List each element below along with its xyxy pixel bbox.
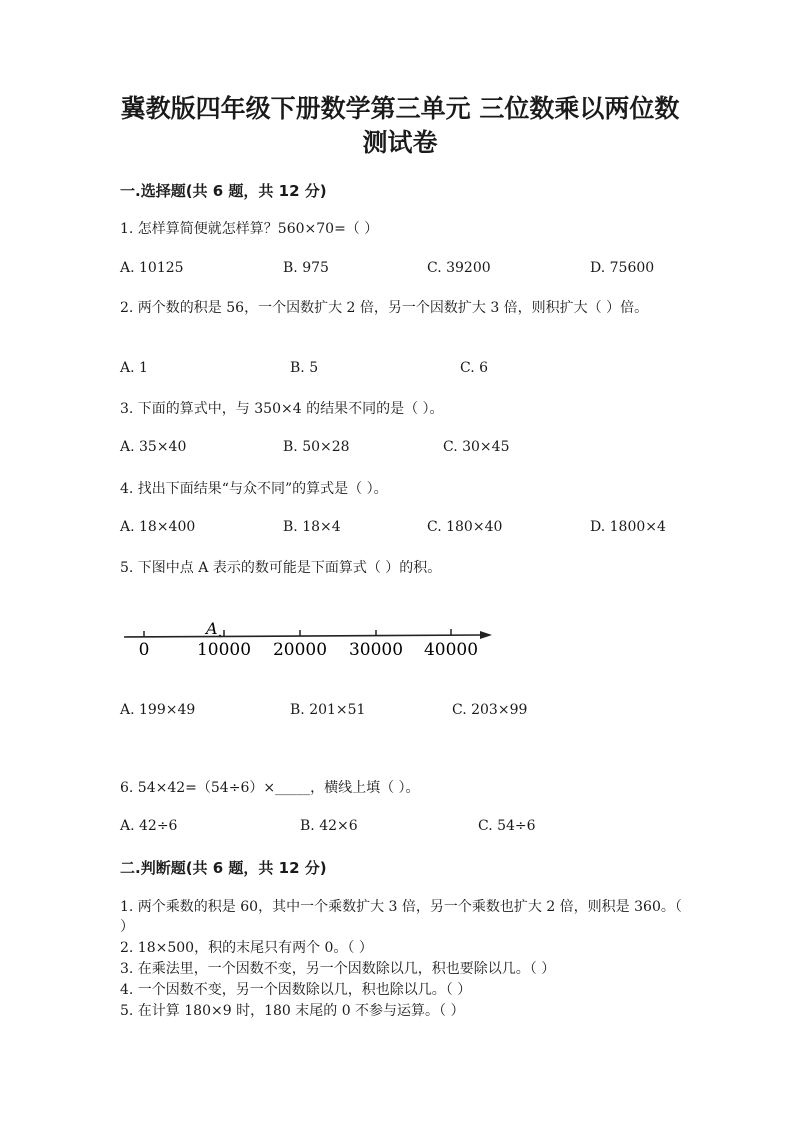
number-line-figure <box>120 615 500 665</box>
q2-option-a: A. 1 <box>120 360 148 376</box>
point-a-label: A <box>206 619 218 638</box>
question-3: 3. 下面的算式中，与 350×4 的结果不同的是（ ）。 <box>120 401 444 417</box>
tick-label-30000: 30000 <box>348 640 404 660</box>
question-2: 2. 两个数的积是 56，一个因数扩大 2 倍，另一个因数扩大 3 倍，则积扩大（ ）倍。 <box>120 300 649 316</box>
q6-option-c: C. 54÷6 <box>478 818 536 834</box>
judgment-item-2: 2. 18×500，积的末尾只有两个 0。（ ） <box>120 940 373 956</box>
question-6: 6. 54×42=（54÷6）×_____，横线上填（ ）。 <box>120 780 420 796</box>
tick-label-40000: 40000 <box>423 640 479 660</box>
q3-option-b: B. 50×28 <box>283 439 350 455</box>
number-line-arrow-icon <box>480 631 492 639</box>
q2-option-b: B. 5 <box>290 360 319 376</box>
q1-option-c: C. 39200 <box>427 260 491 276</box>
question-5: 5. 下图中点 A 表示的数可能是下面算式（ ）的积。 <box>120 560 442 576</box>
judgment-item-4: 4. 一个因数不变，另一个因数除以几，积也除以几。（ ） <box>120 982 472 998</box>
section-heading-true-false: 二.判断题(共 6 题，共 12 分) <box>120 859 327 877</box>
question-1: 1. 怎样算简便就怎样算？560×70=（ ） <box>120 221 379 237</box>
worksheet-title <box>100 92 700 160</box>
tick-label-20000: 20000 <box>272 640 328 660</box>
q4-option-b: B. 18×4 <box>283 519 341 535</box>
tick-label-0: 0 <box>138 640 150 660</box>
tick-label-10000: 10000 <box>196 640 252 660</box>
judgment-item-1: 1. 两个乘数的积是 60，其中一个乘数扩大 3 倍，另一个乘数也扩大 2 倍，则积是 360。（ ） <box>120 899 682 935</box>
q3-option-a: A. 35×40 <box>120 439 187 455</box>
q5-option-a: A. 199×49 <box>120 702 196 718</box>
q4-option-c: C. 180×40 <box>427 519 503 535</box>
q1-option-d: D. 75600 <box>590 260 655 276</box>
section-heading-choice: 一.选择题(共 6 题，共 12 分) <box>120 182 327 200</box>
number-line-axis <box>124 635 482 637</box>
q1-option-a: A. 10125 <box>120 260 184 276</box>
title-line-2: 测试卷 <box>362 128 438 157</box>
q5-option-c: C. 203×99 <box>452 702 528 718</box>
q4-option-d: D. 1800×4 <box>590 519 666 535</box>
q4-option-a: A. 18×400 <box>120 519 196 535</box>
point-a-marker <box>219 635 222 638</box>
judgment-item-3: 3. 在乘法里，一个因数不变，另一个因数除以几，积也要除以几。（ ） <box>120 961 556 977</box>
q1-option-b: B. 975 <box>283 260 329 276</box>
q5-option-b: B. 201×51 <box>290 702 366 718</box>
q3-option-c: C. 30×45 <box>443 439 510 455</box>
question-4: 4. 找出下面结果“与众不同”的算式是（ ）。 <box>120 481 388 497</box>
title-line-1: 冀教版四年级下册数学第三单元 三位数乘以两位数 <box>120 94 680 123</box>
q2-option-c: C. 6 <box>460 360 489 376</box>
judgment-item-5: 5. 在计算 180×9 时，180 末尾的 0 不参与运算。（ ） <box>120 1003 465 1019</box>
q6-option-b: B. 42×6 <box>300 818 358 834</box>
q6-option-a: A. 42÷6 <box>120 818 178 834</box>
